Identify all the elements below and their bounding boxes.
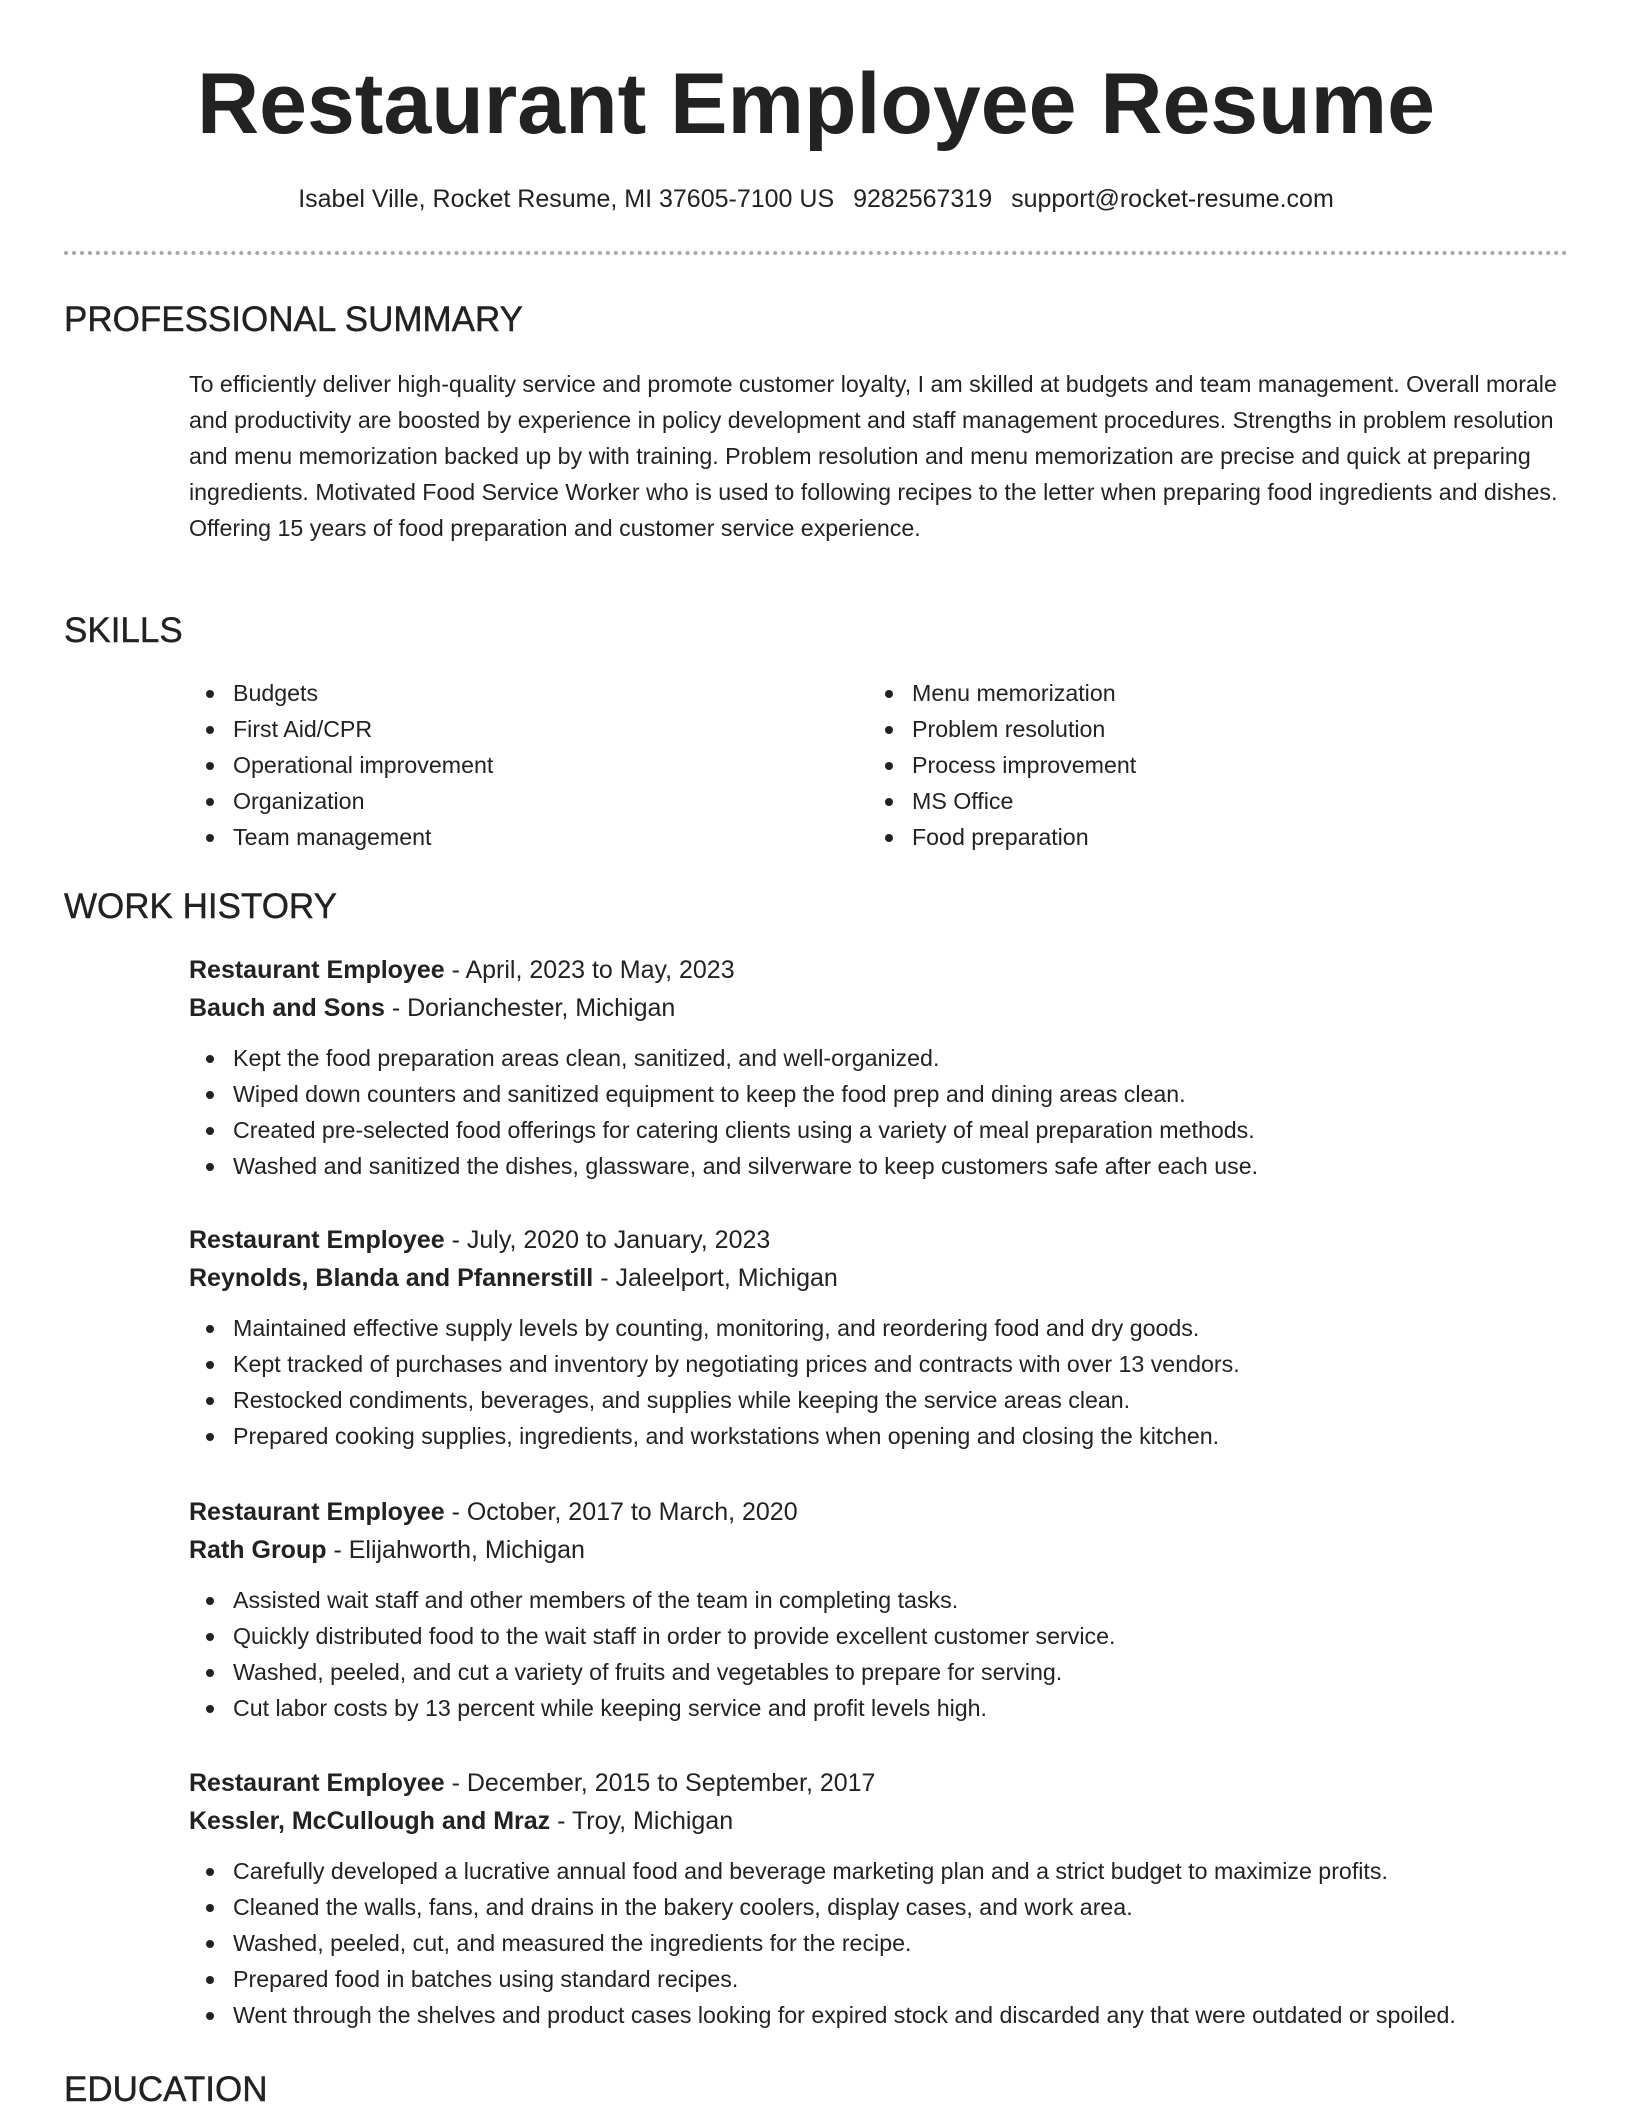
job-bullet: Assisted wait staff and other members of the team in completing tasks. xyxy=(189,1582,1569,1618)
section-title-education: EDUCATION xyxy=(64,2070,268,2109)
job-bullets xyxy=(189,1582,1569,1726)
job-bullet: Cleaned the walls, fans, and drains in the bakery coolers, display cases, and work area. xyxy=(189,1889,1569,1925)
job-company: Bauch and Sons xyxy=(189,994,385,1022)
job-bullet: Went through the shelves and product cases looking for expired stock and discarded any that were outdated or spoiled. xyxy=(189,1997,1569,2033)
job-title: Restaurant Employee xyxy=(189,1226,445,1254)
skill-item: Menu memorization xyxy=(868,675,1136,711)
job-bullet: Created pre-selected food offerings for catering clients using a variety of meal preparation methods. xyxy=(189,1112,1569,1148)
skill-item: Team management xyxy=(189,819,493,855)
job-title: Restaurant Employee xyxy=(189,1498,445,1526)
job-dates: - December, 2015 to September, 2017 xyxy=(444,1769,876,1797)
job-bullet: Washed, peeled, and cut a variety of fruits and vegetables to prepare for serving. xyxy=(189,1654,1569,1690)
job-bullet: Prepared food in batches using standard recipes. xyxy=(189,1961,1569,1997)
skill-item: First Aid/CPR xyxy=(189,711,493,747)
skill-item: Process improvement xyxy=(868,747,1136,783)
section-title-skills: SKILLS xyxy=(64,611,183,650)
job-location: - Troy, Michigan xyxy=(550,1807,734,1835)
skill-item: Problem resolution xyxy=(868,711,1136,747)
contact-line xyxy=(0,182,1632,216)
job-company-line xyxy=(189,1259,1569,1297)
job-bullet: Carefully developed a lucrative annual food and beverage marketing plan and a strict budget to maximize profits. xyxy=(189,1853,1569,1889)
job-bullets xyxy=(189,1310,1569,1454)
job-bullet: Prepared cooking supplies, ingredients, and workstations when opening and closing the kitchen. xyxy=(189,1418,1569,1454)
job-bullets xyxy=(189,1853,1569,2033)
job-dates: - April, 2023 to May, 2023 xyxy=(444,956,735,984)
job-location: - Elijahworth, Michigan xyxy=(326,1536,585,1564)
job-entry xyxy=(189,1493,1569,1726)
skills-list-right xyxy=(868,675,1136,855)
job-bullet: Washed, peeled, cut, and measured the ingredients for the recipe. xyxy=(189,1925,1569,1961)
job-company: Kessler, McCullough and Mraz xyxy=(189,1807,551,1835)
job-entry xyxy=(189,1221,1569,1454)
job-bullet: Washed and sanitized the dishes, glassware, and silverware to keep customers safe after each use. xyxy=(189,1148,1569,1184)
contact-address: Isabel Ville, Rocket Resume, MI 37605-7100 US xyxy=(298,185,835,213)
job-company: Reynolds, Blanda and Pfannerstill xyxy=(189,1264,594,1292)
job-title-line xyxy=(189,1221,1569,1259)
summary-text: To efficiently deliver high-quality service and promote customer loyalty, I am skilled at budgets and team management. Overall morale and productivity are boosted by experience in policy development and staff management procedures. Strengths in problem resolution and menu memorization backed up by with training. Problem resolution and menu memorization are precise and quick at preparing ingredients. Motivated Food Service Worker who is used to following recipes to the letter when preparing food ingredients and dishes. Offering 15 years of food preparation and customer service experience. xyxy=(189,371,1558,541)
skill-item: Budgets xyxy=(189,675,493,711)
contact-email[interactable]: support@rocket-resume.com xyxy=(1011,185,1334,213)
skills-list-left xyxy=(189,675,493,855)
skill-item: MS Office xyxy=(868,783,1136,819)
job-bullet: Cut labor costs by 13 percent while keeping service and profit levels high. xyxy=(189,1690,1569,1726)
job-location: - Dorianchester, Michigan xyxy=(384,994,676,1022)
job-company-line xyxy=(189,1531,1569,1569)
header-divider xyxy=(64,251,1568,255)
job-title: Restaurant Employee xyxy=(189,1769,445,1797)
job-bullet: Kept tracked of purchases and inventory by negotiating prices and contracts with over 13 vendors. xyxy=(189,1346,1569,1382)
job-bullet: Maintained effective supply levels by counting, monitoring, and reordering food and dry goods. xyxy=(189,1310,1569,1346)
job-title-line xyxy=(189,1493,1569,1531)
contact-phone: 9282567319 xyxy=(853,185,993,213)
job-bullet: Restocked condiments, beverages, and supplies while keeping the service areas clean. xyxy=(189,1382,1569,1418)
job-title-line xyxy=(189,951,1569,989)
skill-item: Food preparation xyxy=(868,819,1136,855)
job-company-line xyxy=(189,1802,1569,1840)
page-title: Restaurant Employee Resume xyxy=(197,56,1435,152)
skill-item: Operational improvement xyxy=(189,747,493,783)
job-dates: - October, 2017 to March, 2020 xyxy=(444,1498,798,1526)
section-title-summary: PROFESSIONAL SUMMARY xyxy=(64,300,523,339)
section-title-work-history: WORK HISTORY xyxy=(64,887,337,926)
job-title-line xyxy=(189,1764,1569,1802)
job-bullet: Kept the food preparation areas clean, sanitized, and well-organized. xyxy=(189,1040,1569,1076)
job-entry xyxy=(189,951,1569,1184)
job-company: Rath Group xyxy=(189,1536,327,1564)
job-company-line xyxy=(189,989,1569,1027)
job-entry xyxy=(189,1764,1569,2033)
job-location: - Jaleelport, Michigan xyxy=(593,1264,838,1292)
job-title: Restaurant Employee xyxy=(189,956,445,984)
job-bullet: Quickly distributed food to the wait staff in order to provide excellent customer service. xyxy=(189,1618,1569,1654)
job-bullets xyxy=(189,1040,1569,1184)
job-dates: - July, 2020 to January, 2023 xyxy=(444,1226,771,1254)
job-bullet: Wiped down counters and sanitized equipment to keep the food prep and dining areas clean. xyxy=(189,1076,1569,1112)
skill-item: Organization xyxy=(189,783,493,819)
